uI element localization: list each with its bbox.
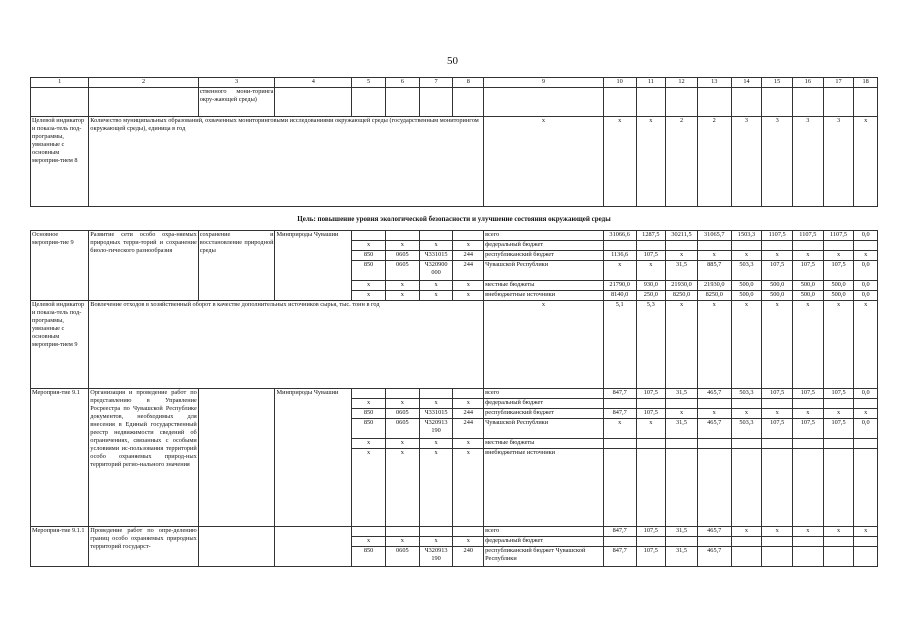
amount-cell: x xyxy=(697,409,731,419)
funding-source: федеральный бюджет xyxy=(484,399,604,409)
budget-code: Ч320900 000 xyxy=(419,261,453,281)
amount-cell: x xyxy=(603,261,636,281)
funding-source: внебюджетные источники xyxy=(484,291,604,301)
amount-cell xyxy=(603,241,636,251)
budget-code: x xyxy=(453,241,484,251)
funding-source: всего xyxy=(484,527,604,537)
amount-cell: x xyxy=(854,527,878,537)
column-number: 13 xyxy=(697,78,731,88)
amount-cell xyxy=(823,537,854,547)
budget-code: x xyxy=(419,537,453,547)
indicator-value: 2 xyxy=(666,117,698,207)
amount-cell xyxy=(731,547,762,567)
amount-cell: 21790,0 xyxy=(603,281,636,291)
budget-code: x xyxy=(385,281,419,291)
amount-cell xyxy=(603,537,636,547)
amount-cell xyxy=(697,537,731,547)
indicator-value: 2 xyxy=(697,117,731,207)
indicator-label: Целевой индикатор и показа-тель под-программы, увязанные с основным мероприя-тием 9 xyxy=(31,301,89,389)
amount-cell: 250,0 xyxy=(636,291,666,301)
amount-cell xyxy=(636,449,666,527)
indicator-text: Вовлечение отходов в хозяйственный оборот в качестве дополнительных источников сырья, тыс. тонн в год xyxy=(89,301,484,389)
amount-cell: x xyxy=(823,251,854,261)
amount-cell xyxy=(854,439,878,449)
amount-cell: x xyxy=(762,409,793,419)
amount-cell: 885,7 xyxy=(697,261,731,281)
amount-cell: 847,7 xyxy=(603,547,636,567)
budget-code: 0605 xyxy=(385,409,419,419)
measure-goal xyxy=(198,389,275,527)
amount-cell xyxy=(793,547,824,567)
amount-cell: 0,0 xyxy=(854,419,878,439)
budget-code xyxy=(453,389,484,399)
budget-code: x xyxy=(352,449,386,527)
measure-description: Организация и проведение работ по представлению в Управление Росреестра по Чувашской Республике документов, необходимых для внесения в Единый государственный реестр недвижимости сведений об ограничениях, связанных с особыми условиями ис-пользования территорий особо охраняемых природ-ных территорий регио-нального значения xyxy=(89,389,198,527)
amount-cell: 107,5 xyxy=(823,419,854,439)
amount-cell: 0,0 xyxy=(854,389,878,399)
funding-source: республиканский бюджет xyxy=(484,409,604,419)
amount-cell: x xyxy=(731,527,762,537)
amount-cell xyxy=(603,439,636,449)
amount-cell: 500,0 xyxy=(823,281,854,291)
indicator-value: x xyxy=(731,301,762,389)
column-number: 14 xyxy=(731,78,762,88)
amount-cell: 8250,0 xyxy=(666,291,698,301)
budget-code: 244 xyxy=(453,419,484,439)
budget-code: Ч320913 190 xyxy=(419,547,453,567)
budget-code: x xyxy=(453,439,484,449)
indicator-row xyxy=(31,301,878,389)
budget-code: x xyxy=(385,399,419,409)
amount-cell: 31065,7 xyxy=(697,231,731,241)
header-row xyxy=(31,78,878,88)
amount-cell xyxy=(854,399,878,409)
indicator-label: Целевой индикатор и показа-тель под-программы, увязанные с основным мероприя-тием 8 xyxy=(31,117,89,207)
column-number: 17 xyxy=(823,78,854,88)
budget-code xyxy=(385,231,419,241)
budget-code: x xyxy=(352,399,386,409)
amount-cell: 1107,5 xyxy=(793,231,824,241)
measure-description: Развитие сети особо охра-няемых природных терри-торий и сохранение биоло-гического разнообразия xyxy=(89,231,198,301)
budget-code xyxy=(453,231,484,241)
amount-cell xyxy=(666,449,698,527)
amount-cell: 107,5 xyxy=(762,389,793,399)
indicator-value: x xyxy=(823,301,854,389)
amount-cell: 1503,3 xyxy=(731,231,762,241)
finance-row xyxy=(31,389,878,399)
budget-code: x xyxy=(352,537,386,547)
amount-cell: 107,5 xyxy=(762,419,793,439)
budget-code: 850 xyxy=(352,251,386,261)
amount-cell: 465,7 xyxy=(697,389,731,399)
column-number: 12 xyxy=(666,78,698,88)
amount-cell: 8140,0 xyxy=(603,291,636,301)
amount-cell: x xyxy=(793,527,824,537)
budget-code xyxy=(352,389,386,399)
amount-cell: 107,5 xyxy=(762,261,793,281)
amount-cell xyxy=(793,399,824,409)
amount-cell: 31,5 xyxy=(666,389,698,399)
amount-cell: x xyxy=(731,251,762,261)
funding-source: всего xyxy=(484,231,604,241)
amount-cell xyxy=(762,399,793,409)
amount-cell: 31,5 xyxy=(666,547,698,567)
budget-code: 850 xyxy=(352,261,386,281)
amount-cell: x xyxy=(636,419,666,439)
amount-cell: 31,5 xyxy=(666,261,698,281)
funding-source: местные бюджеты xyxy=(484,281,604,291)
amount-cell: 31066,6 xyxy=(603,231,636,241)
amount-cell xyxy=(636,537,666,547)
amount-cell: x xyxy=(793,409,824,419)
amount-cell xyxy=(762,537,793,547)
column-number: 8 xyxy=(453,78,484,88)
budget-code: x xyxy=(385,439,419,449)
amount-cell: x xyxy=(793,251,824,261)
indicator-value: 3 xyxy=(823,117,854,207)
amount-cell: x xyxy=(823,409,854,419)
column-number: 1 xyxy=(31,78,89,88)
budget-code xyxy=(352,231,386,241)
budget-code: x xyxy=(385,449,419,527)
amount-cell xyxy=(731,399,762,409)
indicator-value: x xyxy=(484,117,604,207)
indicator-value: x xyxy=(603,117,636,207)
budget-code: x xyxy=(453,281,484,291)
cell-continuation: ственного мони-торинга окру-жающей среды) xyxy=(198,88,275,117)
column-number: 10 xyxy=(603,78,636,88)
column-number: 6 xyxy=(385,78,419,88)
amount-cell xyxy=(762,547,793,567)
amount-cell: 31,5 xyxy=(666,419,698,439)
amount-cell: 107,5 xyxy=(636,251,666,261)
indicator-value: 3 xyxy=(762,117,793,207)
budget-code: 244 xyxy=(453,251,484,261)
budget-code xyxy=(385,527,419,537)
indicator-value: x xyxy=(793,301,824,389)
amount-cell: 847,7 xyxy=(603,389,636,399)
budget-code xyxy=(419,527,453,537)
amount-cell: 503,3 xyxy=(731,261,762,281)
amount-cell: x xyxy=(762,527,793,537)
amount-cell xyxy=(793,449,824,527)
amount-cell xyxy=(854,449,878,527)
column-number: 2 xyxy=(89,78,198,88)
amount-cell xyxy=(823,449,854,527)
measure-label: Мероприя-тие 9.1 xyxy=(31,389,89,527)
amount-cell xyxy=(762,449,793,527)
column-number: 7 xyxy=(419,78,453,88)
amount-cell: x xyxy=(666,409,698,419)
measure-goal: сохранение и восстановление природной среды xyxy=(198,231,275,301)
budget-code: x xyxy=(352,241,386,251)
budget-code: x xyxy=(419,241,453,251)
amount-cell: 1107,5 xyxy=(762,231,793,241)
column-number: 18 xyxy=(854,78,878,88)
amount-cell: x xyxy=(731,409,762,419)
amount-cell: 107,5 xyxy=(793,261,824,281)
executor: Минприроды Чувашии xyxy=(275,389,352,527)
amount-cell xyxy=(697,439,731,449)
amount-cell xyxy=(666,537,698,547)
budget-code: x xyxy=(453,291,484,301)
amount-cell: 500,0 xyxy=(793,291,824,301)
budget-code: 850 xyxy=(352,547,386,567)
amount-cell: 107,5 xyxy=(793,419,824,439)
amount-cell xyxy=(731,537,762,547)
continuation-row xyxy=(31,88,878,117)
funding-source: Чувашской Республики xyxy=(484,419,604,439)
indicator-value: x xyxy=(636,117,666,207)
amount-cell xyxy=(793,241,824,251)
amount-cell: 107,5 xyxy=(823,261,854,281)
amount-cell xyxy=(793,537,824,547)
amount-cell: 107,5 xyxy=(636,409,666,419)
amount-cell: 500,0 xyxy=(823,291,854,301)
budget-code: x xyxy=(453,537,484,547)
amount-cell xyxy=(666,439,698,449)
amount-cell: 21930,0 xyxy=(666,281,698,291)
budget-code: x xyxy=(419,291,453,301)
page-number: 50 xyxy=(447,55,458,67)
budget-code xyxy=(385,389,419,399)
amount-cell xyxy=(697,449,731,527)
indicator-row xyxy=(31,117,878,207)
budget-code: 244 xyxy=(453,261,484,281)
executor xyxy=(275,527,352,567)
amount-cell: 500,0 xyxy=(793,281,824,291)
column-number: 3 xyxy=(198,78,275,88)
amount-cell xyxy=(854,537,878,547)
amount-cell xyxy=(603,399,636,409)
budget-code: x xyxy=(385,241,419,251)
amount-cell xyxy=(697,399,731,409)
amount-cell: 0,0 xyxy=(854,291,878,301)
budget-code xyxy=(419,389,453,399)
amount-cell: 107,5 xyxy=(636,547,666,567)
indicator-value: 5,1 xyxy=(603,301,636,389)
amount-cell: 503,3 xyxy=(731,389,762,399)
amount-cell: 1107,5 xyxy=(823,231,854,241)
budget-code: 240 xyxy=(453,547,484,567)
measure-label: Мероприя-тие 9.1.1 xyxy=(31,527,89,567)
amount-cell: 8250,0 xyxy=(697,291,731,301)
budget-code: Ч331015 xyxy=(419,409,453,419)
funding-source: федеральный бюджет xyxy=(484,537,604,547)
indicator-value: x xyxy=(854,301,878,389)
amount-cell xyxy=(636,399,666,409)
indicator-value: 5,3 xyxy=(636,301,666,389)
column-number: 11 xyxy=(636,78,666,88)
amount-cell xyxy=(603,449,636,527)
budget-code xyxy=(453,527,484,537)
amount-cell xyxy=(854,241,878,251)
column-number: 15 xyxy=(762,78,793,88)
amount-cell: 30211,5 xyxy=(666,231,698,241)
budget-code: x xyxy=(453,399,484,409)
budget-code: 850 xyxy=(352,409,386,419)
executor: Минприроды Чувашии xyxy=(275,231,352,301)
budget-code: 244 xyxy=(453,409,484,419)
amount-cell: 465,7 xyxy=(697,419,731,439)
goal-heading: Цель: повышение уровня экологической безопасности и улучшение состояния окружающей среды xyxy=(297,214,611,223)
amount-cell: x xyxy=(697,251,731,261)
amount-cell xyxy=(731,449,762,527)
indicator-value: x xyxy=(762,301,793,389)
amount-cell xyxy=(823,399,854,409)
funding-source: всего xyxy=(484,389,604,399)
amount-cell: 847,7 xyxy=(603,527,636,537)
indicator-value: 3 xyxy=(731,117,762,207)
amount-cell: 847,7 xyxy=(603,409,636,419)
budget-code: x xyxy=(419,399,453,409)
budget-code xyxy=(352,527,386,537)
indicator-value: 3 xyxy=(793,117,824,207)
amount-cell xyxy=(854,547,878,567)
budget-code: Ч320913 190 xyxy=(419,419,453,439)
indicator-text: Количество муниципальных образований, охваченных мониторинговыми исследованиями окружающей среды (государственным мониторингом окружающей среды), единица в год xyxy=(89,117,484,207)
amount-cell xyxy=(697,241,731,251)
amount-cell: 107,5 xyxy=(636,527,666,537)
measure-description: Проведение работ по опре-делению границ особо охраняемых природных территорий государст- xyxy=(89,527,198,567)
amount-cell: 503,3 xyxy=(731,419,762,439)
funding-source: республиканский бюджет Чувашской Республики xyxy=(484,547,604,567)
amount-cell: 465,7 xyxy=(697,547,731,567)
amount-cell: 21930,0 xyxy=(697,281,731,291)
amount-cell: 0,0 xyxy=(854,281,878,291)
budget-code: x xyxy=(352,281,386,291)
amount-cell xyxy=(793,439,824,449)
amount-cell: x xyxy=(636,261,666,281)
amount-cell: 1136,6 xyxy=(603,251,636,261)
column-number: 5 xyxy=(352,78,386,88)
amount-cell xyxy=(762,439,793,449)
amount-cell: x xyxy=(854,251,878,261)
amount-cell xyxy=(666,241,698,251)
budget-code: 0605 xyxy=(385,261,419,281)
amount-cell xyxy=(731,241,762,251)
budget-code: 0605 xyxy=(385,547,419,567)
amount-cell xyxy=(666,399,698,409)
amount-cell xyxy=(731,439,762,449)
budget-code xyxy=(419,231,453,241)
budget-table xyxy=(30,77,878,567)
budget-code: x xyxy=(453,449,484,527)
column-number: 16 xyxy=(793,78,824,88)
funding-source: местные бюджеты xyxy=(484,439,604,449)
budget-code: x xyxy=(419,439,453,449)
amount-cell xyxy=(636,439,666,449)
budget-code: Ч331015 xyxy=(419,251,453,261)
finance-row xyxy=(31,231,878,241)
amount-cell: 107,5 xyxy=(636,389,666,399)
indicator-value: x xyxy=(666,301,698,389)
amount-cell: 500,0 xyxy=(762,281,793,291)
amount-cell xyxy=(823,439,854,449)
amount-cell xyxy=(762,241,793,251)
funding-source: республиканский бюджет xyxy=(484,251,604,261)
amount-cell xyxy=(823,241,854,251)
amount-cell: 0,0 xyxy=(854,231,878,241)
budget-code: x xyxy=(419,281,453,291)
budget-code: 0605 xyxy=(385,251,419,261)
goal-row xyxy=(31,207,878,231)
amount-cell: x xyxy=(762,251,793,261)
column-number: 9 xyxy=(484,78,604,88)
amount-cell: 500,0 xyxy=(731,281,762,291)
amount-cell: 0,0 xyxy=(854,261,878,281)
measure-label: Основное мероприя-тие 9 xyxy=(31,231,89,301)
amount-cell xyxy=(636,241,666,251)
amount-cell: x xyxy=(854,409,878,419)
measure-goal xyxy=(198,527,275,567)
budget-code: x xyxy=(352,291,386,301)
amount-cell: x xyxy=(666,251,698,261)
amount-cell xyxy=(823,547,854,567)
amount-cell: 500,0 xyxy=(731,291,762,301)
indicator-value: x xyxy=(854,117,878,207)
budget-code: 0605 xyxy=(385,419,419,439)
amount-cell: x xyxy=(823,527,854,537)
budget-code: x xyxy=(419,449,453,527)
column-number: 4 xyxy=(275,78,352,88)
indicator-value: x xyxy=(697,301,731,389)
amount-cell: x xyxy=(603,419,636,439)
amount-cell: 465,7 xyxy=(697,527,731,537)
amount-cell: 31,5 xyxy=(666,527,698,537)
amount-cell: 930,0 xyxy=(636,281,666,291)
amount-cell: 500,0 xyxy=(762,291,793,301)
amount-cell: 107,5 xyxy=(823,389,854,399)
budget-code: 850 xyxy=(352,419,386,439)
amount-cell: 1287,5 xyxy=(636,231,666,241)
indicator-value: x xyxy=(484,301,604,389)
funding-source: внебюджетные источники xyxy=(484,449,604,527)
amount-cell: 107,5 xyxy=(793,389,824,399)
budget-code: x xyxy=(352,439,386,449)
funding-source: федеральный бюджет xyxy=(484,241,604,251)
finance-row xyxy=(31,527,878,537)
budget-code: x xyxy=(385,291,419,301)
budget-code: x xyxy=(385,537,419,547)
funding-source: Чувашской Республики xyxy=(484,261,604,281)
